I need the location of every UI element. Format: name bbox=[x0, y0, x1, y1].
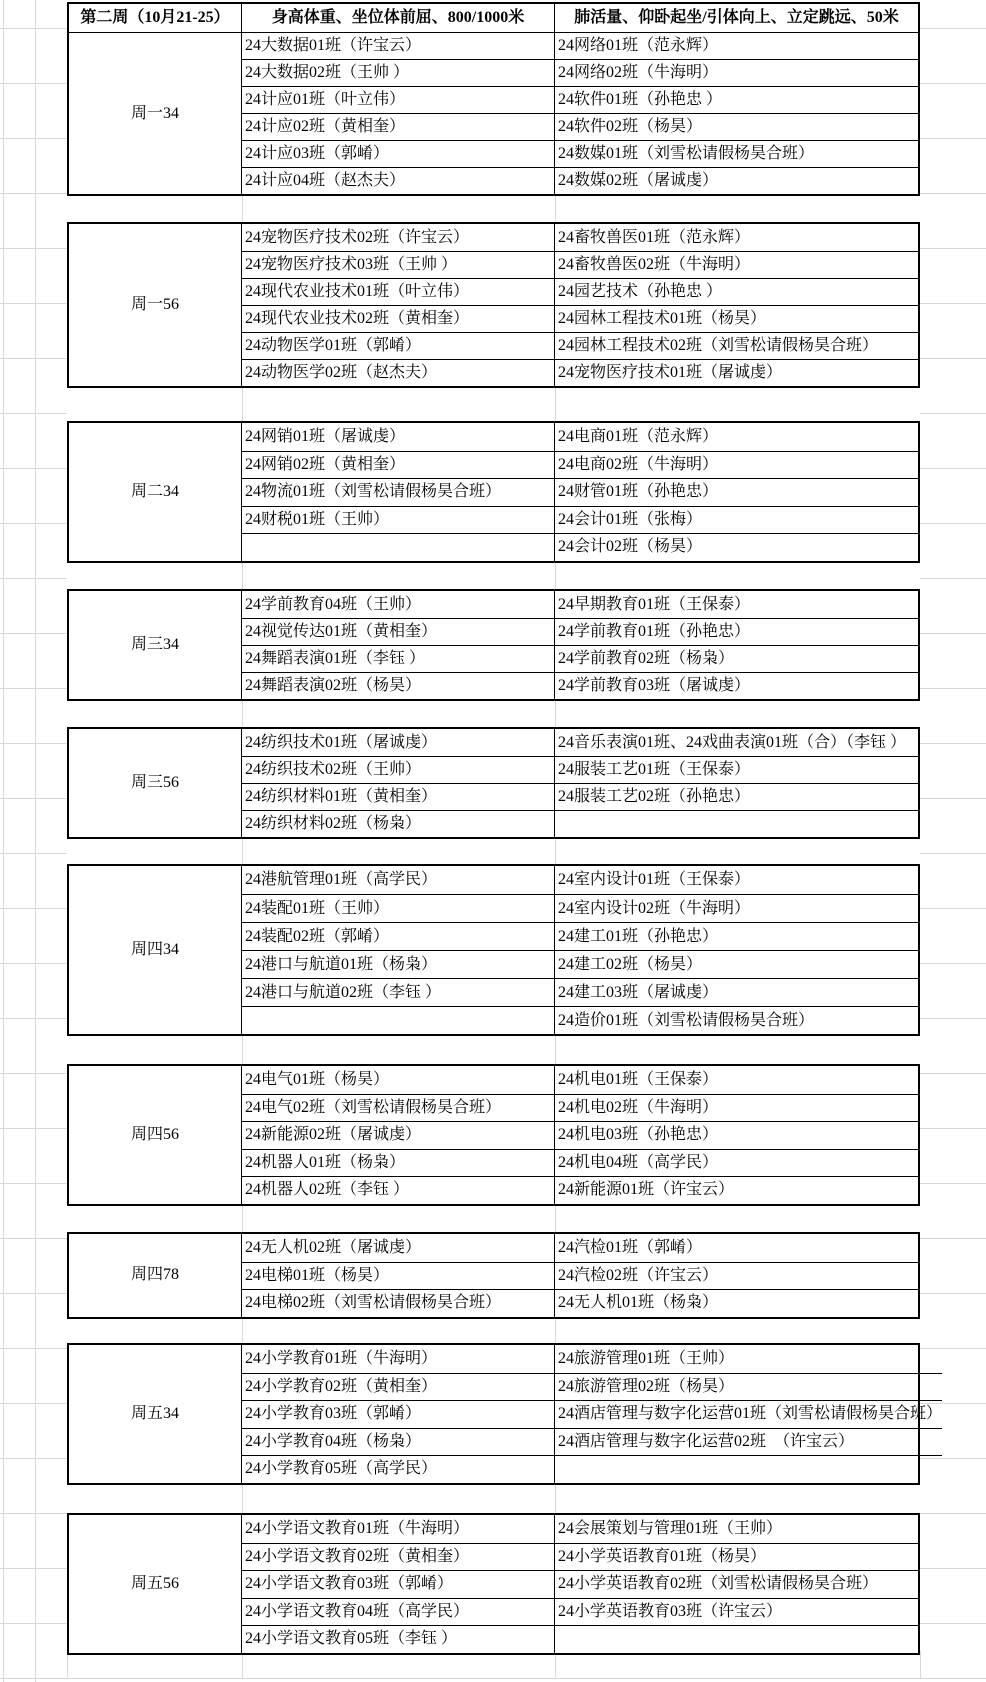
schedule-cell[interactable]: 24机电04班（高学民） bbox=[555, 1149, 918, 1177]
schedule-section-周一34 bbox=[67, 2, 920, 196]
schedule-cell[interactable]: 24小学英语教育01班（杨昊） bbox=[555, 1543, 918, 1571]
gridline bbox=[920, 303, 986, 304]
schedule-cell[interactable]: 24动物医学01班（郭崤） bbox=[242, 332, 555, 359]
schedule-cell[interactable]: 24计应04班（赵杰夫） bbox=[242, 167, 555, 194]
gridline bbox=[242, 1319, 243, 1344]
schedule-cell[interactable]: 24旅游管理02班（杨昊） bbox=[555, 1373, 942, 1401]
schedule-cell[interactable]: 24电梯02班（刘雪松请假杨昊合班） bbox=[242, 1289, 555, 1317]
schedule-cell[interactable]: 24无人机01班（杨枭） bbox=[555, 1289, 918, 1317]
schedule-section-周四78 bbox=[67, 1232, 920, 1319]
schedule-cell[interactable]: 24园林工程技术01班（杨昊） bbox=[555, 305, 918, 332]
schedule-cell[interactable]: 24学前教育02班（杨枭） bbox=[555, 645, 918, 672]
schedule-cell[interactable]: 24小学教育02班（黄相奎） bbox=[242, 1373, 555, 1401]
schedule-cell[interactable] bbox=[555, 1625, 918, 1653]
gridline bbox=[0, 523, 67, 524]
schedule-cell[interactable]: 24软件02班（杨昊） bbox=[555, 113, 918, 140]
gridline bbox=[555, 388, 556, 421]
schedule-cell[interactable]: 24学前教育01班（孙艳忠） bbox=[555, 618, 918, 645]
day-cell[interactable]: 周四78 bbox=[69, 1234, 242, 1317]
schedule-cell[interactable]: 24软件01班（孙艳忠 ） bbox=[555, 86, 918, 113]
gridline bbox=[920, 358, 986, 359]
schedule-cell[interactable]: 24现代农业技术02班（黄相奎） bbox=[242, 305, 555, 332]
schedule-cell[interactable]: 24建工01班（孙艳忠） bbox=[555, 922, 918, 950]
gridline bbox=[0, 688, 67, 689]
gridline bbox=[0, 1348, 67, 1349]
schedule-cell[interactable]: 24会计02班（杨昊） bbox=[555, 533, 918, 561]
gridline bbox=[0, 578, 67, 579]
gridline bbox=[0, 83, 67, 84]
schedule-cell[interactable]: 24网销01班（屠诚虔） bbox=[242, 423, 555, 451]
schedule-cell[interactable]: 24动物医学02班（赵杰夫） bbox=[242, 359, 555, 386]
schedule-cell[interactable]: 24旅游管理01班（王帅） bbox=[558, 1349, 735, 1367]
schedule-cell[interactable]: 24网销02班（黄相奎） bbox=[242, 451, 555, 479]
schedule-cell[interactable]: 24机器人02班（李钰 ） bbox=[242, 1176, 555, 1204]
schedule-cell[interactable]: 24会展策划与管理01班（王帅） bbox=[558, 1519, 783, 1537]
gridline bbox=[0, 1678, 986, 1679]
gridline bbox=[555, 1206, 556, 1233]
test-items-header-2[interactable]: 肺活量、仰卧起坐/引体向上、立定跳远、50米 bbox=[574, 9, 899, 26]
schedule-cell[interactable]: 24港航管理01班（高学民） bbox=[242, 866, 555, 894]
gridline bbox=[242, 839, 243, 864]
day-cell[interactable]: 周三34 bbox=[69, 591, 242, 699]
schedule-cell[interactable]: 24室内设计01班（王保泰） bbox=[558, 871, 751, 888]
gridline bbox=[920, 1623, 986, 1624]
gridline bbox=[920, 1238, 986, 1239]
gridline bbox=[920, 1568, 986, 1569]
schedule-cell[interactable]: 24建工02班（杨昊） bbox=[555, 950, 918, 978]
gridline bbox=[0, 1403, 67, 1404]
gridline bbox=[0, 468, 67, 469]
schedule-cell[interactable]: 24会计01班（张梅） bbox=[555, 506, 918, 534]
schedule-cell[interactable]: 24装配01班（王帅） bbox=[242, 894, 555, 922]
gridline bbox=[920, 633, 986, 634]
gridline bbox=[920, 1293, 986, 1294]
gridline bbox=[0, 1238, 67, 1239]
schedule-cell[interactable]: 24电气02班（刘雪松请假杨昊合班） bbox=[242, 1094, 555, 1122]
gridline bbox=[920, 248, 986, 249]
schedule-cell[interactable]: 24大数据02班（王帅 ） bbox=[242, 59, 555, 86]
schedule-cell[interactable]: 24电商02班（牛海明） bbox=[555, 451, 918, 479]
schedule-section-周五34 bbox=[67, 1343, 943, 1485]
gridline bbox=[242, 1485, 243, 1514]
gridline bbox=[555, 196, 556, 222]
schedule-cell[interactable]: 24电商01班（范永辉） bbox=[558, 427, 719, 445]
gridline bbox=[242, 1036, 243, 1064]
schedule-cell[interactable] bbox=[242, 1006, 555, 1034]
gridline bbox=[920, 908, 986, 909]
gridline bbox=[242, 196, 243, 222]
schedule-cell[interactable]: 24新能源02班（屠诚虔） bbox=[242, 1121, 555, 1149]
schedule-cell[interactable] bbox=[242, 533, 555, 561]
schedule-cell[interactable]: 24舞蹈表演02班（杨昊） bbox=[242, 672, 555, 699]
schedule-cell[interactable]: 24畜牧兽医02班（牛海明） bbox=[555, 251, 918, 278]
gridline bbox=[242, 1206, 243, 1233]
gridline bbox=[0, 1513, 67, 1514]
gridline bbox=[0, 743, 67, 744]
test-items-header-1[interactable]: 身高体重、坐位体前屈、800/1000米 bbox=[242, 4, 555, 32]
gridline bbox=[242, 388, 243, 421]
schedule-cell[interactable]: 24港口与航道01班（杨枭） bbox=[242, 950, 555, 978]
schedule-cell[interactable]: 24小学语文教育03班（郭崤） bbox=[242, 1570, 555, 1598]
gridline bbox=[242, 563, 243, 590]
schedule-cell[interactable]: 24小学教育01班（牛海明） bbox=[242, 1345, 555, 1373]
schedule-cell[interactable]: 24造价01班（刘雪松请假杨昊合班） bbox=[555, 1006, 918, 1034]
schedule-cell[interactable]: 24网络01班（范永辉） bbox=[555, 32, 918, 59]
gridline bbox=[555, 701, 556, 727]
gridline bbox=[555, 1036, 556, 1064]
schedule-cell[interactable] bbox=[555, 1455, 942, 1483]
schedule-cell[interactable]: 24舞蹈表演01班（李钰 ） bbox=[242, 645, 555, 672]
day-cell[interactable]: 周四34 bbox=[69, 866, 242, 1034]
gridline bbox=[920, 1073, 986, 1074]
gridline bbox=[0, 303, 67, 304]
gridline bbox=[0, 963, 67, 964]
gridline bbox=[0, 1183, 67, 1184]
schedule-cell[interactable]: 24服装工艺02班（孙艳忠） bbox=[555, 783, 918, 810]
gridline bbox=[920, 1128, 986, 1129]
schedule-cell[interactable]: 24大数据01班（许宝云） bbox=[242, 32, 555, 59]
gridline bbox=[0, 358, 67, 359]
week-header-cell[interactable]: 第二周（10月21-25） bbox=[69, 4, 242, 32]
gridline bbox=[0, 138, 67, 139]
gridline bbox=[555, 563, 556, 590]
schedule-cell[interactable]: 24电梯01班（杨昊） bbox=[242, 1262, 555, 1290]
schedule-cell[interactable]: 24机器人01班（杨枭） bbox=[242, 1149, 555, 1177]
schedule-cell[interactable]: 24网络02班（牛海明） bbox=[555, 59, 918, 86]
schedule-cell[interactable]: 24数媒02班（屠诚虔） bbox=[555, 167, 918, 194]
gridline bbox=[0, 1073, 67, 1074]
gridline bbox=[0, 1018, 67, 1019]
gridline bbox=[920, 578, 986, 579]
day-cell[interactable]: 周五34 bbox=[69, 1345, 242, 1483]
schedule-cell[interactable]: 24园艺技术（孙艳忠 ） bbox=[555, 278, 918, 305]
schedule-cell[interactable]: 24建工03班（屠诚虔） bbox=[555, 978, 918, 1006]
schedule-cell[interactable]: 24学前教育03班（屠诚虔） bbox=[555, 672, 918, 699]
schedule-cell[interactable]: 24无人机02班（屠诚虔） bbox=[242, 1234, 555, 1262]
schedule-section-周五56 bbox=[67, 1513, 920, 1655]
schedule-cell[interactable]: 24视觉传达01班（黄相奎） bbox=[242, 618, 555, 645]
schedule-cell[interactable]: 24纺织技术02班（王帅） bbox=[242, 756, 555, 783]
schedule-cell[interactable]: 24学前教育04班（王帅） bbox=[242, 591, 555, 618]
schedule-cell[interactable]: 24纺织技术01班（屠诚虔） bbox=[242, 729, 555, 756]
schedule-cell[interactable]: 24园林工程技术02班（刘雪松请假杨昊合班） bbox=[555, 332, 918, 359]
schedule-cell[interactable]: 24数媒01班（刘雪松请假杨昊合班） bbox=[555, 140, 918, 167]
gridline bbox=[0, 413, 67, 414]
schedule-cell[interactable]: 24机电03班（孙艳忠） bbox=[555, 1121, 918, 1149]
day-cell[interactable]: 周四56 bbox=[69, 1066, 242, 1204]
schedule-cell[interactable]: 24机电02班（牛海明） bbox=[555, 1094, 918, 1122]
gridline bbox=[920, 798, 986, 799]
schedule-cell[interactable]: 24计应01班（叶立伟） bbox=[242, 86, 555, 113]
gridline bbox=[920, 853, 986, 854]
gridline bbox=[920, 523, 986, 524]
gridline bbox=[0, 1568, 67, 1569]
schedule-section-周二34 bbox=[67, 421, 920, 563]
gridline bbox=[920, 1651, 921, 1678]
schedule-cell[interactable]: 24纺织材料02班（杨枭） bbox=[242, 810, 555, 837]
gridline bbox=[920, 193, 986, 194]
gridline bbox=[0, 908, 67, 909]
gridline bbox=[920, 688, 986, 689]
gridline bbox=[920, 1183, 986, 1184]
schedule-cell[interactable]: 24酒店管理与数字化运营02班 （许宝云） bbox=[555, 1428, 942, 1456]
schedule-cell[interactable]: 24电气01班（杨昊） bbox=[242, 1066, 555, 1094]
gridline bbox=[920, 1513, 986, 1514]
gridline bbox=[67, 1651, 68, 1678]
day-cell[interactable]: 周一56 bbox=[69, 224, 242, 386]
schedule-cell[interactable]: 24物流01班（刘雪松请假杨昊合班） bbox=[242, 478, 555, 506]
schedule-cell[interactable]: 24汽检01班（郭崤） bbox=[558, 1238, 703, 1256]
schedule-cell[interactable]: 24新能源01班（许宝云） bbox=[555, 1176, 918, 1204]
gridline bbox=[920, 28, 986, 29]
schedule-cell[interactable]: 24宠物医疗技术01班（屠诚虔） bbox=[555, 359, 918, 386]
schedule-cell[interactable] bbox=[555, 810, 918, 837]
schedule-cell[interactable]: 24小学语文教育02班（黄相奎） bbox=[242, 1543, 555, 1571]
day-cell[interactable]: 周一34 bbox=[69, 32, 242, 194]
schedule-cell[interactable]: 24宠物医疗技术02班（许宝云） bbox=[242, 224, 555, 251]
schedule-section-周三56 bbox=[67, 727, 920, 839]
schedule-cell[interactable]: 24小学英语教育02班（刘雪松请假杨昊合班） bbox=[555, 1570, 918, 1598]
schedule-cell[interactable]: 24计应03班（郭崤） bbox=[242, 140, 555, 167]
schedule-cell[interactable]: 24小学教育05班（高学民） bbox=[242, 1455, 555, 1483]
schedule-cell[interactable]: 24财税01班（王帅） bbox=[242, 506, 555, 534]
gridline bbox=[920, 1018, 986, 1019]
schedule-cell[interactable]: 24服装工艺01班（王保泰） bbox=[555, 756, 918, 783]
schedule-cell[interactable]: 24计应02班（黄相奎） bbox=[242, 113, 555, 140]
gridline bbox=[0, 633, 67, 634]
gridline bbox=[555, 1485, 556, 1514]
day-cell[interactable]: 周五56 bbox=[69, 1515, 242, 1653]
schedule-section-周四56 bbox=[67, 1064, 920, 1206]
schedule-cell[interactable]: 24小学教育04班（杨枭） bbox=[242, 1428, 555, 1456]
day-cell[interactable]: 周三56 bbox=[69, 729, 242, 837]
schedule-cell[interactable]: 24纺织材料01班（黄相奎） bbox=[242, 783, 555, 810]
schedule-cell[interactable]: 24小学教育03班（郭崤） bbox=[242, 1400, 555, 1428]
schedule-cell[interactable]: 24财管01班（孙艳忠） bbox=[555, 478, 918, 506]
schedule-cell[interactable]: 24小学语文教育05班（李钰 ） bbox=[242, 1625, 555, 1653]
gridline bbox=[555, 1319, 556, 1344]
schedule-section-周四34 bbox=[67, 864, 920, 1036]
gridline bbox=[920, 743, 986, 744]
schedule-section-周三34 bbox=[67, 589, 920, 701]
gridline bbox=[555, 1651, 556, 1678]
gridline bbox=[0, 798, 67, 799]
gridline bbox=[3, 0, 4, 1682]
schedule-cell[interactable]: 24装配02班（郭崤） bbox=[242, 922, 555, 950]
gridline bbox=[920, 468, 986, 469]
schedule-cell[interactable]: 24汽检02班（许宝云） bbox=[555, 1262, 918, 1290]
day-cell[interactable]: 周二34 bbox=[69, 423, 242, 561]
gridline bbox=[0, 1293, 67, 1294]
schedule-cell[interactable]: 24小学英语教育03班（许宝云） bbox=[555, 1598, 918, 1626]
gridline bbox=[920, 138, 986, 139]
schedule-cell[interactable]: 24早期教育01班（王保泰） bbox=[558, 595, 751, 613]
gridline bbox=[0, 248, 67, 249]
gridline bbox=[0, 1458, 67, 1459]
schedule-cell[interactable]: 24酒店管理与数字化运营01班（刘雪松请假杨昊合班） bbox=[555, 1400, 942, 1428]
gridline bbox=[35, 0, 36, 1682]
schedule-section-周一56 bbox=[67, 222, 920, 388]
gridline bbox=[555, 839, 556, 864]
schedule-cell[interactable]: 24小学语文教育01班（牛海明） bbox=[242, 1515, 555, 1543]
gridline bbox=[242, 701, 243, 727]
schedule-cell[interactable]: 24宠物医疗技术03班（王帅 ） bbox=[242, 251, 555, 278]
gridline bbox=[0, 28, 67, 29]
schedule-cell[interactable]: 24畜牧兽医01班（范永辉） bbox=[558, 228, 751, 246]
schedule-cell[interactable]: 24室内设计02班（牛海明） bbox=[555, 894, 918, 922]
gridline bbox=[0, 853, 67, 854]
gridline bbox=[920, 963, 986, 964]
schedule-cell[interactable]: 24机电01班（王保泰） bbox=[558, 1070, 719, 1088]
schedule-cell[interactable]: 24现代农业技术01班（叶立伟） bbox=[242, 278, 555, 305]
schedule-cell[interactable]: 24音乐表演01班、24戏曲表演01班（合）（李钰 ） bbox=[558, 733, 907, 751]
gridline bbox=[0, 193, 67, 194]
schedule-cell[interactable]: 24港口与航道02班（李钰 ） bbox=[242, 978, 555, 1006]
gridline bbox=[242, 1651, 243, 1678]
schedule-cell[interactable]: 24小学语文教育04班（高学民） bbox=[242, 1598, 555, 1626]
gridline bbox=[920, 413, 986, 414]
gridline bbox=[920, 83, 986, 84]
gridline bbox=[0, 1128, 67, 1129]
gridline bbox=[0, 1623, 67, 1624]
